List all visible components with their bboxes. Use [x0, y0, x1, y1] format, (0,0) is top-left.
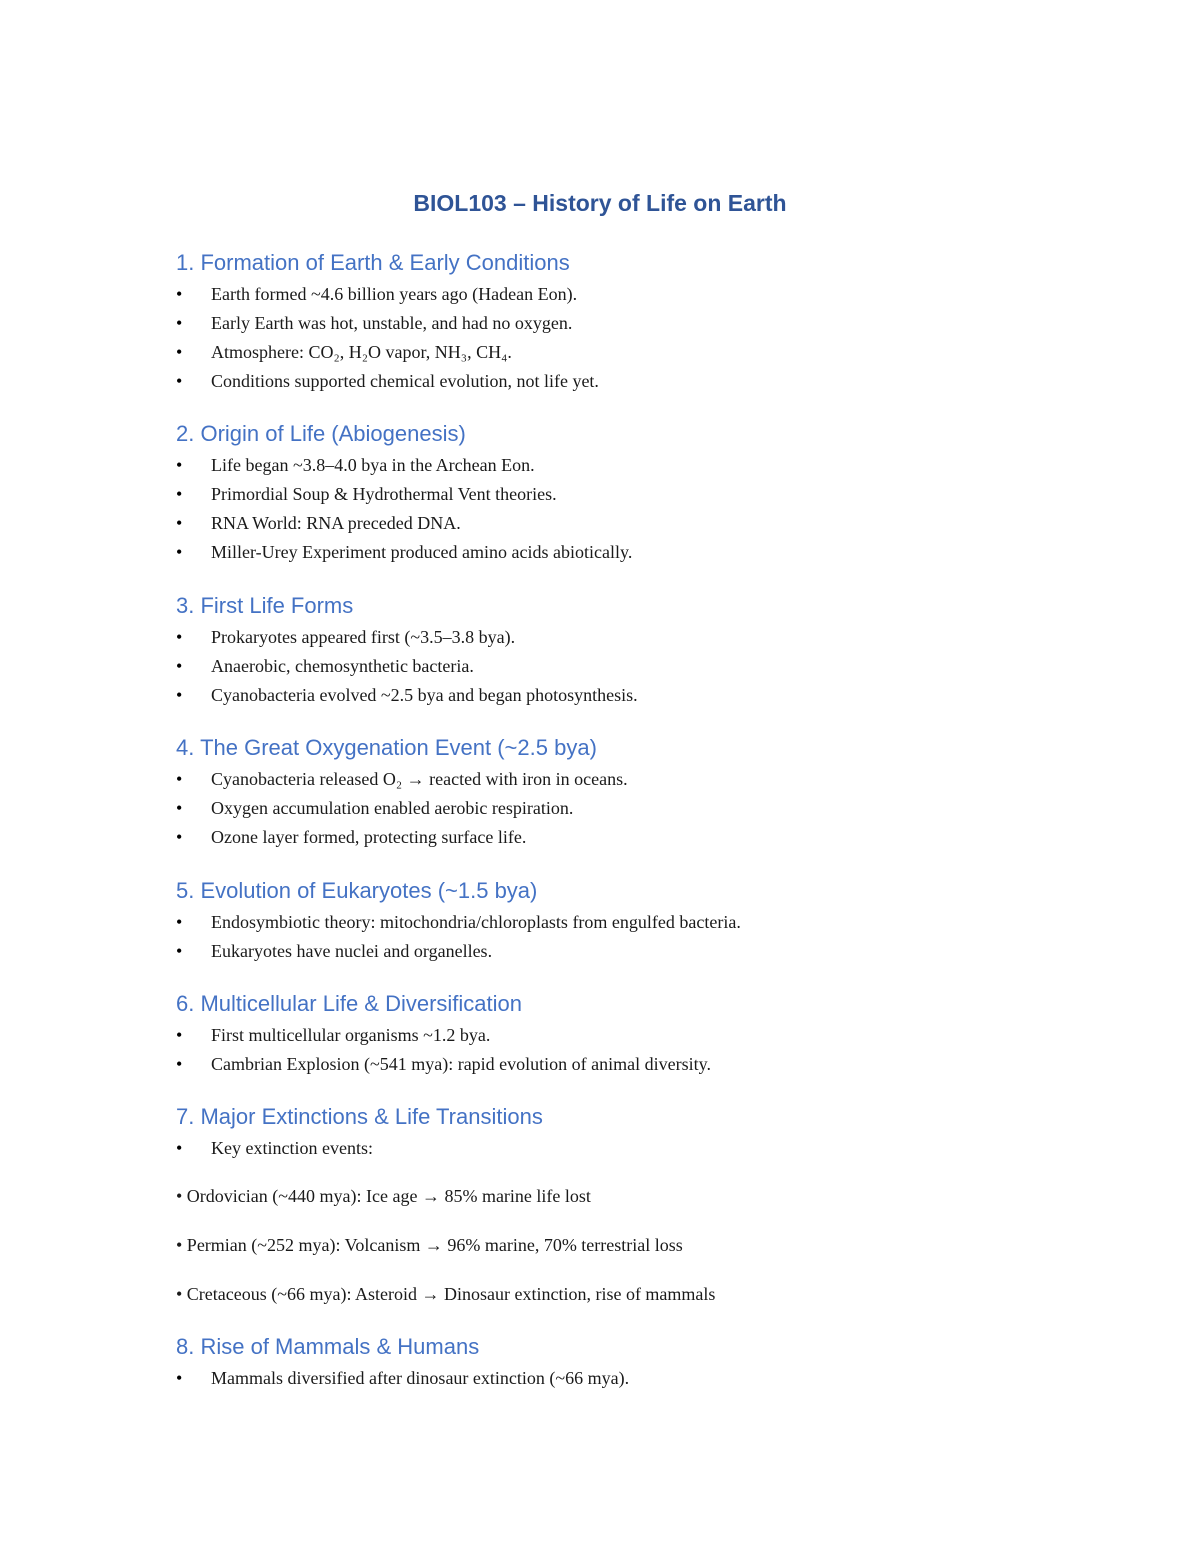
bullet-list: [176, 908, 1076, 966]
list-item: • Endosymbiotic theory: mitochondria/chloroplasts from engulfed bacteria.: [176, 908, 1076, 937]
extinction-event: • Ordovician (~440 mya): Ice age → 85% marine life lost: [176, 1186, 591, 1206]
list-item: • Cyanobacteria released O₂ → reacted with iron in oceans.: [176, 765, 1076, 794]
bullet-list: [176, 451, 1076, 567]
list-item: • Eukaryotes have nuclei and organelles.: [176, 937, 1076, 966]
bullet-list: [176, 623, 1076, 710]
section-multicellular-life: [176, 987, 1076, 1079]
list-item: • Life began ~3.8–4.0 bya in the Archean Eon.: [176, 451, 1076, 480]
section-rise-of-mammals: [176, 1330, 1076, 1393]
extinction-events-list: [176, 1172, 1076, 1319]
list-item: • Prokaryotes appeared first (~3.5–3.8 bya).: [176, 623, 1076, 652]
list-item: • First multicellular organisms ~1.2 bya.: [176, 1021, 1076, 1050]
section-heading: 1. Formation of Earth & Early Conditions: [176, 250, 570, 275]
list-item: • Earth formed ~4.6 billion years ago (Hadean Eon).: [176, 280, 1076, 309]
bullet-list: [176, 1021, 1076, 1079]
bullet-list: [176, 1364, 1076, 1393]
section-first-life-forms: [176, 589, 1076, 710]
section-major-extinctions: [176, 1100, 1076, 1319]
section-formation-of-earth: [176, 246, 1076, 396]
section-great-oxygenation-event: [176, 731, 1076, 852]
section-heading: 2. Origin of Life (Abiogenesis): [176, 421, 466, 446]
bullet-list: [176, 765, 1076, 852]
bullet-list: [176, 280, 1076, 396]
list-item: • Cyanobacteria evolved ~2.5 bya and began photosynthesis.: [176, 681, 1076, 710]
list-item: • Mammals diversified after dinosaur extinction (~66 mya).: [176, 1364, 1076, 1393]
list-item: • Miller-Urey Experiment produced amino acids abiotically.: [176, 538, 1076, 567]
extinction-event: • Permian (~252 mya): Volcanism → 96% marine, 70% terrestrial loss: [176, 1235, 683, 1255]
bullet-list: [176, 1134, 1076, 1163]
list-item: • Oxygen accumulation enabled aerobic respiration.: [176, 794, 1076, 823]
document-title: BIOL103 – History of Life on Earth: [413, 190, 787, 216]
list-item: • Ozone layer formed, protecting surface life.: [176, 823, 1076, 852]
section-heading: 7. Major Extinctions & Life Transitions: [176, 1104, 543, 1129]
section-heading: 6. Multicellular Life & Diversification: [176, 991, 523, 1016]
list-item: • Conditions supported chemical evolution, not life yet.: [176, 367, 1076, 396]
section-heading: 8. Rise of Mammals & Humans: [176, 1334, 480, 1359]
list-item: • RNA World: RNA preceded DNA.: [176, 509, 1076, 538]
section-evolution-of-eukaryotes: [176, 874, 1076, 966]
section-heading: 4. The Great Oxygenation Event (~2.5 bya): [176, 735, 597, 760]
extinction-event: • Cretaceous (~66 mya): Asteroid → Dinosaur extinction, rise of mammals: [176, 1284, 716, 1304]
list-item: • Cambrian Explosion (~541 mya): rapid evolution of animal diversity.: [176, 1050, 1076, 1079]
section-heading: 5. Evolution of Eukaryotes (~1.5 bya): [176, 878, 538, 903]
list-item: • Atmosphere: CO₂, H₂O vapor, NH₃, CH₄.: [176, 338, 1076, 367]
section-origin-of-life: [176, 417, 1076, 567]
section-heading: 3. First Life Forms: [176, 593, 354, 618]
list-item: • Early Earth was hot, unstable, and had no oxygen.: [176, 309, 1076, 338]
list-item: • Key extinction events:: [176, 1134, 1076, 1163]
list-item: • Primordial Soup & Hydrothermal Vent theories.: [176, 480, 1076, 509]
list-item: • Anaerobic, chemosynthetic bacteria.: [176, 652, 1076, 681]
